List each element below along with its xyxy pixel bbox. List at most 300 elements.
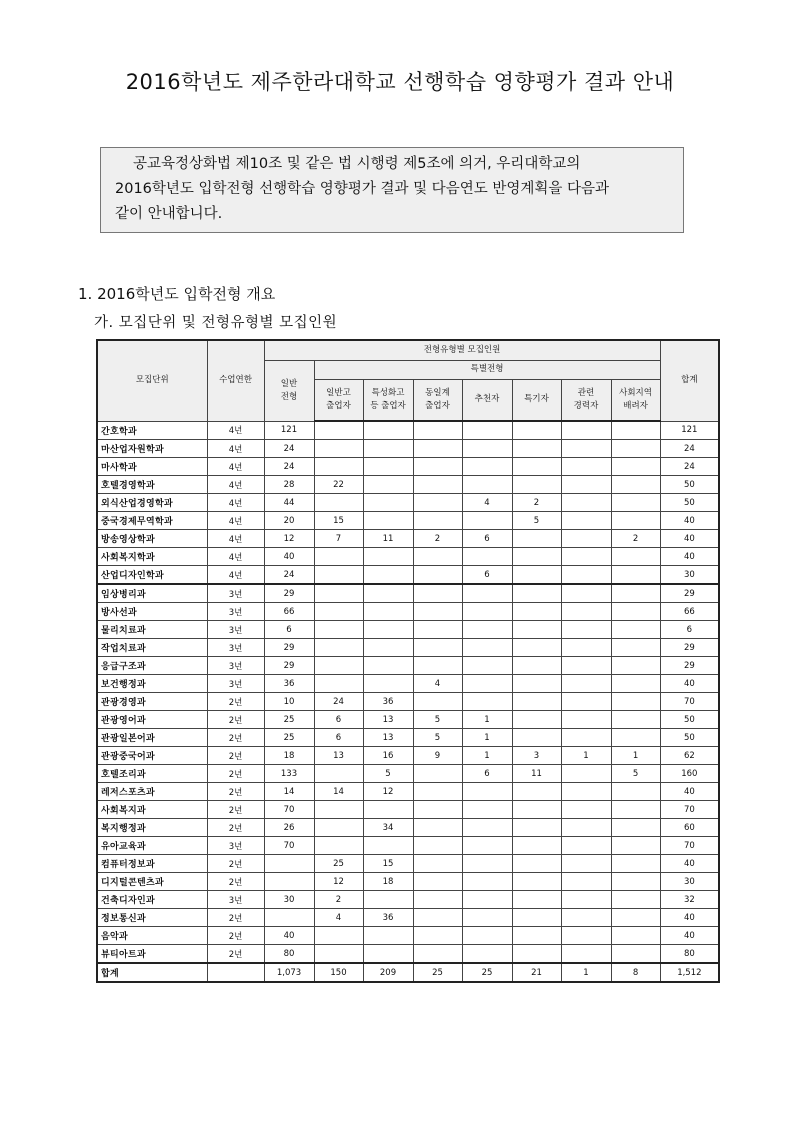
count-cell xyxy=(413,421,462,440)
count-cell: 4년 xyxy=(207,440,264,458)
count-cell xyxy=(363,891,413,909)
count-cell xyxy=(462,512,512,530)
count-cell: 1 xyxy=(462,711,512,729)
count-cell xyxy=(314,548,363,566)
count-cell xyxy=(413,566,462,585)
count-cell xyxy=(611,584,660,603)
count-cell xyxy=(462,440,512,458)
total-cell: 24 xyxy=(660,440,719,458)
count-cell: 6 xyxy=(462,765,512,783)
dept-cell: 호텔경영학과 xyxy=(97,476,207,494)
total-cell: 66 xyxy=(660,603,719,621)
dept-cell: 컴퓨터정보과 xyxy=(97,855,207,873)
dept-cell: 작업치료과 xyxy=(97,639,207,657)
count-cell xyxy=(512,711,561,729)
count-cell: 4년 xyxy=(207,458,264,476)
count-cell: 15 xyxy=(363,855,413,873)
dept-cell: 물리치료과 xyxy=(97,621,207,639)
count-cell: 4 xyxy=(314,909,363,927)
section-title: 1. 2016학년도 입학전형 개요 xyxy=(78,285,276,303)
count-cell xyxy=(363,566,413,585)
notice-line-2: 2016학년도 입학전형 선행학습 영향평가 결과 및 다음연도 반영계획을 다음과 xyxy=(115,181,609,197)
count-cell: 13 xyxy=(363,711,413,729)
count-cell: 11 xyxy=(512,765,561,783)
count-cell: 12 xyxy=(264,530,314,548)
count-cell xyxy=(611,693,660,711)
count-cell: 6 xyxy=(462,566,512,585)
header-s4: 추천자 xyxy=(462,379,512,421)
count-cell: 7 xyxy=(314,530,363,548)
count-cell xyxy=(462,855,512,873)
count-cell: 70 xyxy=(264,837,314,855)
dept-cell: 관광중국어과 xyxy=(97,747,207,765)
count-cell: 5 xyxy=(363,765,413,783)
count-cell xyxy=(561,909,611,927)
count-cell xyxy=(512,927,561,945)
count-cell xyxy=(314,458,363,476)
count-cell: 28 xyxy=(264,476,314,494)
dept-cell: 보건행정과 xyxy=(97,675,207,693)
dept-cell: 방사선과 xyxy=(97,603,207,621)
count-cell xyxy=(611,891,660,909)
count-cell xyxy=(363,603,413,621)
count-cell xyxy=(413,891,462,909)
table-row xyxy=(97,476,719,494)
total-cell: 70 xyxy=(660,801,719,819)
count-cell: 2년 xyxy=(207,855,264,873)
count-cell xyxy=(413,765,462,783)
count-cell xyxy=(314,494,363,512)
total-value xyxy=(207,963,264,982)
count-cell xyxy=(314,675,363,693)
count-cell xyxy=(561,945,611,964)
count-cell xyxy=(413,819,462,837)
count-cell xyxy=(462,476,512,494)
count-cell xyxy=(363,494,413,512)
count-cell: 3 xyxy=(512,747,561,765)
count-cell: 1 xyxy=(561,747,611,765)
count-cell xyxy=(561,584,611,603)
count-cell: 36 xyxy=(363,693,413,711)
table-row xyxy=(97,729,719,747)
count-cell: 24 xyxy=(264,566,314,585)
dept-cell: 디지털콘텐츠과 xyxy=(97,873,207,891)
total-cell: 70 xyxy=(660,693,719,711)
count-cell xyxy=(561,621,611,639)
count-cell xyxy=(264,873,314,891)
dept-cell: 관광경영과 xyxy=(97,693,207,711)
count-cell: 133 xyxy=(264,765,314,783)
count-cell xyxy=(314,566,363,585)
total-row xyxy=(97,963,719,982)
table-row xyxy=(97,855,719,873)
count-cell xyxy=(314,837,363,855)
count-cell xyxy=(512,584,561,603)
table-row xyxy=(97,657,719,675)
count-cell xyxy=(512,693,561,711)
table-row xyxy=(97,909,719,927)
count-cell: 1 xyxy=(462,729,512,747)
count-cell: 25 xyxy=(264,711,314,729)
count-cell xyxy=(512,621,561,639)
count-cell xyxy=(512,819,561,837)
table-row xyxy=(97,747,719,765)
count-cell: 4년 xyxy=(207,494,264,512)
count-cell: 36 xyxy=(264,675,314,693)
count-cell xyxy=(413,783,462,801)
count-cell xyxy=(561,639,611,657)
dept-cell: 응급구조과 xyxy=(97,657,207,675)
count-cell: 22 xyxy=(314,476,363,494)
count-cell xyxy=(363,512,413,530)
count-cell xyxy=(611,855,660,873)
count-cell xyxy=(363,621,413,639)
total-cell: 70 xyxy=(660,837,719,855)
count-cell: 12 xyxy=(314,873,363,891)
total-cell: 24 xyxy=(660,458,719,476)
count-cell xyxy=(561,891,611,909)
count-cell: 16 xyxy=(363,747,413,765)
count-cell xyxy=(512,675,561,693)
table-row xyxy=(97,621,719,639)
count-cell xyxy=(611,494,660,512)
count-cell xyxy=(611,927,660,945)
count-cell xyxy=(561,548,611,566)
table-row xyxy=(97,421,719,440)
count-cell xyxy=(561,657,611,675)
table-row xyxy=(97,945,719,964)
dept-cell: 간호학과 xyxy=(97,421,207,440)
header-unit: 모집단위 xyxy=(97,340,207,421)
dept-cell: 외식산업경영학과 xyxy=(97,494,207,512)
total-cell: 29 xyxy=(660,584,719,603)
header-s7: 사회지역 배려자 xyxy=(611,379,660,421)
count-cell xyxy=(561,693,611,711)
count-cell xyxy=(413,458,462,476)
total-value: 8 xyxy=(611,963,660,982)
header-general: 일반 전형 xyxy=(264,360,314,421)
count-cell xyxy=(611,603,660,621)
table-body xyxy=(97,421,719,982)
count-cell: 29 xyxy=(264,657,314,675)
count-cell xyxy=(561,476,611,494)
count-cell: 6 xyxy=(264,621,314,639)
count-cell xyxy=(611,566,660,585)
count-cell xyxy=(611,837,660,855)
count-cell: 5 xyxy=(413,711,462,729)
count-cell xyxy=(611,801,660,819)
count-cell xyxy=(462,891,512,909)
total-cell: 30 xyxy=(660,873,719,891)
count-cell: 4년 xyxy=(207,421,264,440)
total-cell: 40 xyxy=(660,512,719,530)
total-cell: 50 xyxy=(660,494,719,512)
total-cell: 40 xyxy=(660,530,719,548)
count-cell: 3년 xyxy=(207,639,264,657)
count-cell xyxy=(561,783,611,801)
count-cell: 66 xyxy=(264,603,314,621)
count-cell xyxy=(363,801,413,819)
header-s3: 동일계 출업자 xyxy=(413,379,462,421)
count-cell: 2년 xyxy=(207,729,264,747)
count-cell xyxy=(413,512,462,530)
dept-cell: 뷰티아트과 xyxy=(97,945,207,964)
count-cell: 5 xyxy=(413,729,462,747)
count-cell xyxy=(413,621,462,639)
count-cell: 4년 xyxy=(207,476,264,494)
table-row xyxy=(97,548,719,566)
total-cell: 32 xyxy=(660,891,719,909)
count-cell: 9 xyxy=(413,747,462,765)
count-cell: 40 xyxy=(264,927,314,945)
count-cell: 6 xyxy=(314,729,363,747)
total-cell: 40 xyxy=(660,909,719,927)
table-row xyxy=(97,512,719,530)
dept-cell: 정보통신과 xyxy=(97,909,207,927)
count-cell: 36 xyxy=(363,909,413,927)
count-cell xyxy=(363,421,413,440)
count-cell: 2년 xyxy=(207,747,264,765)
count-cell: 5 xyxy=(611,765,660,783)
count-cell xyxy=(561,458,611,476)
count-cell xyxy=(512,440,561,458)
count-cell: 2 xyxy=(512,494,561,512)
count-cell xyxy=(462,548,512,566)
count-cell xyxy=(611,909,660,927)
count-cell xyxy=(611,458,660,476)
total-cell: 30 xyxy=(660,566,719,585)
count-cell xyxy=(413,440,462,458)
dept-cell: 관광영어과 xyxy=(97,711,207,729)
count-cell: 2년 xyxy=(207,927,264,945)
total-value: 1,512 xyxy=(660,963,719,982)
count-cell xyxy=(462,603,512,621)
count-cell: 24 xyxy=(264,440,314,458)
count-cell xyxy=(264,909,314,927)
count-cell xyxy=(363,476,413,494)
total-cell: 29 xyxy=(660,657,719,675)
count-cell xyxy=(314,819,363,837)
count-cell: 3년 xyxy=(207,837,264,855)
count-cell xyxy=(462,584,512,603)
count-cell xyxy=(611,873,660,891)
count-cell xyxy=(512,603,561,621)
total-cell: 40 xyxy=(660,783,719,801)
count-cell xyxy=(314,657,363,675)
count-cell xyxy=(413,603,462,621)
count-cell xyxy=(561,765,611,783)
count-cell: 2 xyxy=(413,530,462,548)
count-cell xyxy=(314,927,363,945)
count-cell xyxy=(561,440,611,458)
subsection-title: 가. 모집단위 및 전형유형별 모집인원 xyxy=(94,315,338,331)
count-cell xyxy=(561,837,611,855)
count-cell xyxy=(462,458,512,476)
total-cell: 60 xyxy=(660,819,719,837)
total-cell: 40 xyxy=(660,675,719,693)
count-cell: 2년 xyxy=(207,945,264,964)
count-cell xyxy=(462,837,512,855)
table-row xyxy=(97,603,719,621)
count-cell: 12 xyxy=(363,783,413,801)
count-cell xyxy=(413,476,462,494)
count-cell xyxy=(611,440,660,458)
count-cell xyxy=(413,909,462,927)
count-cell xyxy=(363,548,413,566)
count-cell xyxy=(462,819,512,837)
count-cell xyxy=(512,566,561,585)
count-cell xyxy=(561,819,611,837)
dept-cell: 사회복지과 xyxy=(97,801,207,819)
count-cell xyxy=(561,603,611,621)
dept-cell: 건축디자인과 xyxy=(97,891,207,909)
count-cell xyxy=(512,530,561,548)
count-cell: 4 xyxy=(462,494,512,512)
table-row xyxy=(97,675,719,693)
dept-cell: 방송영상학과 xyxy=(97,530,207,548)
count-cell xyxy=(462,639,512,657)
count-cell xyxy=(611,675,660,693)
header-s2: 특성화고 등 출업자 xyxy=(363,379,413,421)
count-cell xyxy=(314,584,363,603)
total-value: 1 xyxy=(561,963,611,982)
dept-cell: 관광일본어과 xyxy=(97,729,207,747)
count-cell: 3년 xyxy=(207,657,264,675)
table-row xyxy=(97,440,719,458)
count-cell: 11 xyxy=(363,530,413,548)
table-row xyxy=(97,873,719,891)
count-cell: 10 xyxy=(264,693,314,711)
total-cell: 50 xyxy=(660,711,719,729)
dept-cell: 마사학과 xyxy=(97,458,207,476)
count-cell: 18 xyxy=(363,873,413,891)
document-title: 2016학년도 제주한라대학교 선행학습 영향평가 결과 안내 xyxy=(125,70,675,94)
count-cell: 3년 xyxy=(207,675,264,693)
total-label: 합계 xyxy=(97,963,207,982)
total-cell: 160 xyxy=(660,765,719,783)
count-cell xyxy=(363,639,413,657)
count-cell xyxy=(512,639,561,657)
count-cell xyxy=(314,440,363,458)
table-row xyxy=(97,891,719,909)
count-cell xyxy=(462,801,512,819)
count-cell xyxy=(611,729,660,747)
count-cell xyxy=(413,801,462,819)
count-cell xyxy=(413,548,462,566)
count-cell xyxy=(363,945,413,964)
count-cell xyxy=(462,945,512,964)
count-cell: 13 xyxy=(314,747,363,765)
count-cell xyxy=(413,693,462,711)
count-cell: 15 xyxy=(314,512,363,530)
count-cell xyxy=(314,639,363,657)
count-cell xyxy=(462,909,512,927)
header-group: 전형유형별 모집인원 xyxy=(264,340,660,360)
table-row xyxy=(97,819,719,837)
dept-cell: 산업디자인학과 xyxy=(97,566,207,585)
count-cell: 2년 xyxy=(207,711,264,729)
count-cell xyxy=(363,440,413,458)
table-row xyxy=(97,801,719,819)
count-cell xyxy=(462,693,512,711)
total-value: 209 xyxy=(363,963,413,982)
count-cell xyxy=(512,891,561,909)
count-cell: 2 xyxy=(314,891,363,909)
header-years: 수업연한 xyxy=(207,340,264,421)
count-cell xyxy=(561,729,611,747)
count-cell: 2년 xyxy=(207,765,264,783)
count-cell xyxy=(512,801,561,819)
count-cell xyxy=(413,855,462,873)
header-special: 특별전형 xyxy=(314,360,660,379)
count-cell xyxy=(561,512,611,530)
count-cell xyxy=(611,639,660,657)
count-cell: 14 xyxy=(314,783,363,801)
dept-cell: 레저스포츠과 xyxy=(97,783,207,801)
count-cell xyxy=(512,729,561,747)
count-cell xyxy=(462,421,512,440)
notice-box xyxy=(100,147,684,233)
count-cell: 20 xyxy=(264,512,314,530)
count-cell xyxy=(611,945,660,964)
count-cell: 1 xyxy=(611,747,660,765)
dept-cell: 임상병리과 xyxy=(97,584,207,603)
table-row xyxy=(97,566,719,585)
total-value: 1,073 xyxy=(264,963,314,982)
count-cell xyxy=(561,675,611,693)
count-cell xyxy=(512,945,561,964)
table-row xyxy=(97,765,719,783)
count-cell xyxy=(512,548,561,566)
count-cell xyxy=(413,927,462,945)
count-cell xyxy=(413,639,462,657)
count-cell: 24 xyxy=(314,693,363,711)
count-cell xyxy=(611,548,660,566)
count-cell xyxy=(512,837,561,855)
count-cell xyxy=(462,783,512,801)
count-cell xyxy=(264,855,314,873)
count-cell xyxy=(512,458,561,476)
dept-cell: 중국경제무역학과 xyxy=(97,512,207,530)
header-total: 합계 xyxy=(660,340,719,421)
count-cell: 2년 xyxy=(207,873,264,891)
count-cell: 3년 xyxy=(207,603,264,621)
count-cell: 2년 xyxy=(207,801,264,819)
total-cell: 29 xyxy=(660,639,719,657)
total-value: 25 xyxy=(462,963,512,982)
count-cell: 3년 xyxy=(207,621,264,639)
table-row xyxy=(97,711,719,729)
count-cell xyxy=(561,801,611,819)
count-cell: 3년 xyxy=(207,891,264,909)
table-row xyxy=(97,927,719,945)
dept-cell: 복지행정과 xyxy=(97,819,207,837)
count-cell: 29 xyxy=(264,584,314,603)
header-s6: 관련 경력자 xyxy=(561,379,611,421)
total-value: 25 xyxy=(413,963,462,982)
total-cell: 40 xyxy=(660,855,719,873)
count-cell xyxy=(561,855,611,873)
count-cell xyxy=(413,837,462,855)
count-cell xyxy=(611,657,660,675)
count-cell xyxy=(561,927,611,945)
count-cell: 1 xyxy=(462,747,512,765)
count-cell xyxy=(363,657,413,675)
count-cell xyxy=(314,765,363,783)
count-cell xyxy=(611,621,660,639)
notice-line-3: 같이 안내합니다. xyxy=(115,206,223,222)
count-cell: 30 xyxy=(264,891,314,909)
